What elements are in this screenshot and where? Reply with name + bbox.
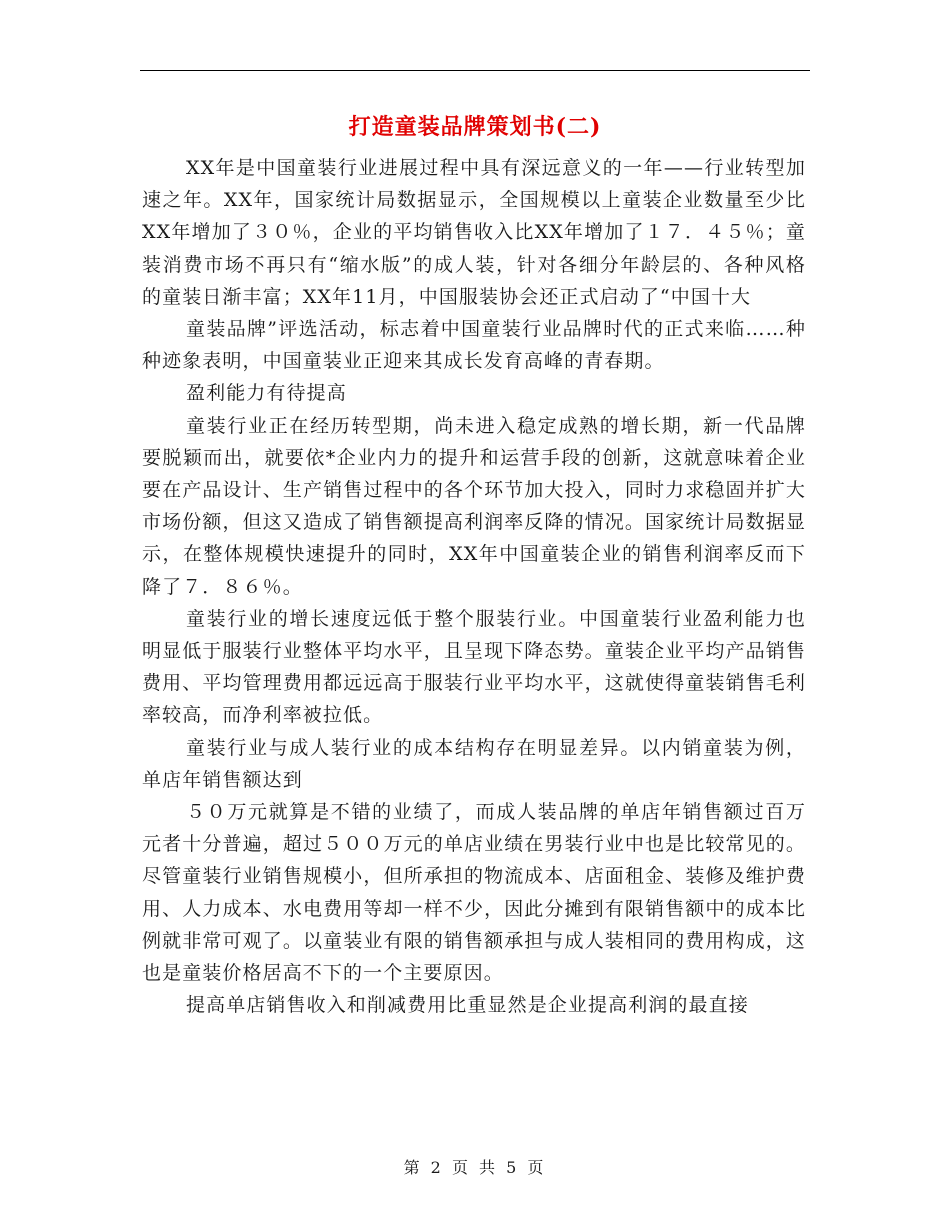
section-heading: 盈利能力有待提高	[186, 382, 347, 405]
page-number: 第 2 页 共 5 页	[403, 1158, 547, 1177]
document-body	[142, 152, 806, 1021]
paragraph: 童装行业正在经历转型期，尚未进入稳定成熟的增长期，新一代品牌要脱颖而出，就要依*企业内力的提升和运营手段的创新，这就意味着企业要在产品设计、生产销售过程中的各个环节加大投入，同时力求稳固并扩大市场份额，但这又造成了销售额提高利润率反降的情况。国家统计局数据显示，在整体规模快速提升的同时，XX年中国童装企业的销售利润率反而下降了７．８６％。	[142, 414, 806, 598]
paragraph: XX年是中国童装行业进展过程中具有深远意义的一年——行业转型加速之年。XX年，国家统计局数据显示，全国规模以上童装企业数量至少比XX年增加了３０％，企业的平均销售收入比XX年增加了１７．４５％；童装消费市场不再只有“缩水版”的成人装，针对各细分年龄层的、各种风格的童装日渐丰富；XX年11月，中国服装协会还正式启动了“中国十大	[142, 157, 806, 308]
header-rule	[140, 70, 810, 71]
paragraph: ５０万元就算是不错的业绩了，而成人装品牌的单店年销售额过百万元者十分普遍，超过５００万元的单店业绩在男装行业中也是比较常见的。尽管童装行业销售规模小，但所承担的物流成本、店面租金、装修及维护费用、人力成本、水电费用等却一样不少，因此分摊到有限销售额中的成本比例就非常可观了。以童装业有限的销售额承担与成人装相同的费用构成，这也是童装价格居高不下的一个主要原因。	[142, 801, 806, 985]
document-title: 打造童装品牌策划书(二)	[348, 114, 602, 140]
paragraph: 童装行业与成人装行业的成本结构存在明显差异。以内销童装为例，单店年销售额达到	[142, 736, 806, 791]
paragraph: 提高单店销售收入和削减费用比重显然是企业提高利润的最直接	[186, 994, 749, 1017]
paragraph: 童装行业的增长速度远低于整个服装行业。中国童装行业盈利能力也明显低于服装行业整体平均水平，且呈现下降态势。童装企业平均产品销售费用、平均管理费用都远远高于服装行业平均水平，这就使得童装销售毛利率较高，而净利率被拉低。	[142, 607, 806, 727]
paragraph: 童装品牌”评选活动，标志着中国童装行业品牌时代的正式来临……种种迹象表明，中国童装业正迎来其成长发育高峰的青春期。	[142, 318, 806, 373]
